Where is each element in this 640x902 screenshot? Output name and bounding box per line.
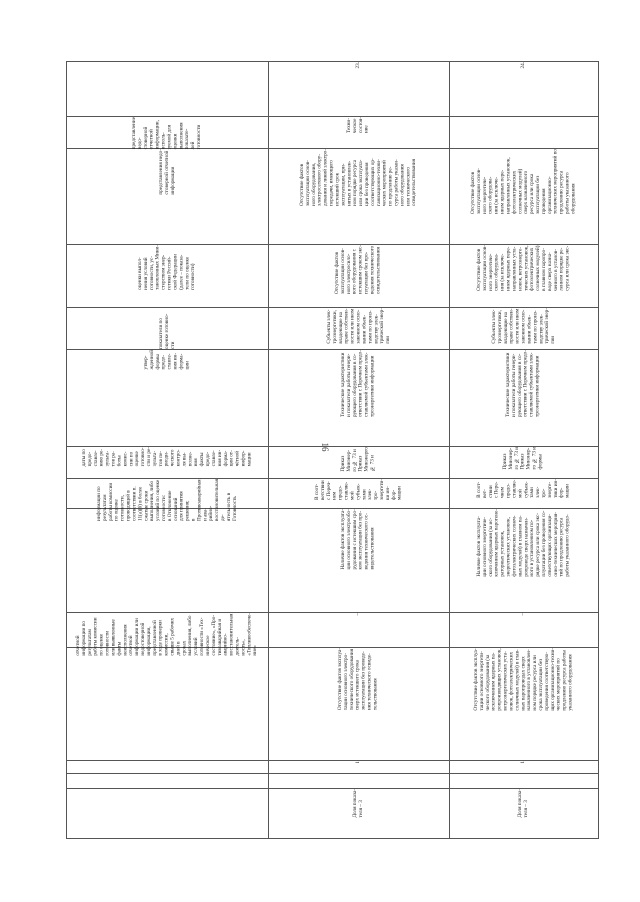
cont-text-5: утвер- жденной формы предо- ставле- ния ин- форма- ции <box>142 350 191 370</box>
row23-docs: Технические характеристики и показатели работы генери- рующего оборудования в со- ответствии с Перечнем предо- ставляемой субъектами элек- троэнергетики информации <box>340 350 376 417</box>
row23-indicator: Наличие фактов эксплуата- ции основного электрообо- рудования с истекшим сро- ком эксплуатации без про- ведения технического ос- видетельствования <box>340 509 376 570</box>
row24-desc: Отсутствие фактов эксплуатации основ- ного энергетиче- ского оборудова- ния (за исключе- нием ядерных пере- направленных установок, фотоэлектрических солнечных модулей) сверх назначенного ресурса или срока эксплуатации без проведения организационно- технических мероприятий по продлению ресурса работы указанного оборудования <box>469 149 577 214</box>
cont-cell-8 <box>67 509 268 612</box>
row24-assessment: Отсутствие фактов эксплуа- тации основного энергети- ческого оборудования (за исключением ядерных па- ропроизводящих установок, ветроэнергетических уста- новок, фотоэлектрических солнечных модулей) в глав- ных паропроводах сверх назначенного в установлен- ном порядке ресурса или срока эксплуатации без проведения соответствую- щих организационно-техни- ческих мероприятий по продлению ресурса работы указанного оборудования <box>472 648 574 711</box>
row24-desc-cell <box>450 149 598 244</box>
row24-deadline-cell <box>450 479 598 508</box>
page-number: 16 <box>320 442 330 452</box>
cont-cell-3 <box>67 245 268 307</box>
cont-text-3: оценки выпол- нения условий готовности, ус- тановленных Мини- стерством энер- гетики Россий- ской Федерации (далее – показа- тели по оценке готовности) <box>136 245 197 290</box>
row23-value: – <box>355 613 362 616</box>
cont-text-2: представления недо- стоверной отчетной информации <box>157 149 176 195</box>
row23-subjects: Субъекты элек- троэнергетики, владеющие на праве собствен- ности или ином законном осно- вании объек- тами по произ- водству элек- трической энер- гии <box>325 308 391 344</box>
table-border-right <box>598 61 599 839</box>
row23-desc-cell <box>269 149 449 244</box>
row23-note: Доля показа- теля – 3 <box>352 789 364 818</box>
row24-weight-cell <box>450 761 598 773</box>
cont-cell-4 <box>67 308 268 349</box>
row23-number: 23. <box>355 62 362 69</box>
row24-subjects-cell <box>450 308 598 349</box>
row24-number-cell <box>450 62 598 116</box>
cont-text-6: даты по предо- ставле- нию ре- зульта- тов ра- боты комис- сии по оценке готовно- сти и ре- зульта- тов пе- риоди- ческого контро- ля вы- полне- ния факты предо- ставле- ния ин- форма- ции от- чётной инфор- мации <box>80 447 253 467</box>
row23-form-cell <box>269 447 449 478</box>
row23-docs-cell <box>269 350 449 446</box>
row24-form: Приказ Минэнер- го № 73 и Приказ Минэнер- го № 73 и формы <box>502 447 544 470</box>
row24-criterion-cell <box>450 245 598 307</box>
row24-docs-cell <box>450 350 598 446</box>
row23-value-cell <box>269 613 449 647</box>
row23-form: Приказ Минэнер- го № 73 и Приказ Минэнерго № 73 и <box>340 447 376 472</box>
row24-indicator-cell <box>450 509 598 612</box>
row24-assessment-cell <box>450 648 598 760</box>
row23-deadline: В соот- ветствии с Переч- нем предо- ставляе- мой субъек- тами элек- тро- энергети- ки ин- фор- мации <box>313 479 403 501</box>
row24-weight: 1 <box>520 761 527 764</box>
cont-cell-6 <box>67 447 268 478</box>
row23-weight-cell <box>269 761 449 773</box>
row24-subjects: Субъекты элек- троэнергетики, владеющие на праве собствен- ности или ином законном осно- вании объек- тами по произ- водству элек- трической энер- гии <box>490 308 556 344</box>
row24-note: Доля показа- теля – 3 <box>517 789 529 818</box>
row23-assessment: Отсутствие фактов эксплуа- тации основного электро- технического оборудования сверх истекшего срока эксплуатации без проведе- ния технического освиде- тельствования <box>337 648 379 711</box>
cont-cell-11 <box>67 789 268 838</box>
row24-criterion: Отсутствие фактов эксплуатации основ- ного энергетиче- ского оборудова- ния (за исключе- нием ядерных пере- направленных уста- новок, ветроэнерге- тических установок, фотоэлектрических солнечных модулей) в главном паропро- воде сверх назна- ченного в установ- ленном порядке ре- сурса или срока экс- <box>475 245 571 291</box>
row24-indicator: Наличие фактов эксплуата- ции основного энергетиче- ского оборудования (за ис- ключением ядерных парогене- раторных установок, энергетических установок, фотоэлектрических солнеч- ных модулей) в главном па- ропроводе сверх назначен- ного в установленном по- рядке ресурса или срока экс- плуатации без проведения со- ответствующих организаци- онно-технических мероприя- тий по продлению ресурса работы указанного оборудо- <box>475 509 571 577</box>
cont-cell-5 <box>67 350 268 446</box>
row23-criterion: Отсутствие фактов эксплуатации основ- ного электросило- вого оборудования с истекшим сроком экс- плуатации без про- ведения технического освидетельствования <box>334 245 382 294</box>
row24-docs: Технические характеристики и показатели работы генери- рующего оборудования в со- ответствии с Перечнем предо- ставляемой субъектами элек- троэнергетики информации <box>505 350 541 417</box>
row23-number-cell <box>269 62 449 116</box>
row23-name: Техни- ческое состоя- ние <box>346 117 370 134</box>
cont-cell-10 <box>67 648 268 760</box>
row23-assessment-cell <box>269 648 449 760</box>
cont-text-4: показатели по оценке готовно- сти <box>157 313 176 349</box>
cont-cell-7 <box>67 478 268 521</box>
cont-cell-9 <box>67 613 268 656</box>
row24-name-cell <box>450 117 598 148</box>
row23-subjects-cell <box>269 308 449 349</box>
row24-value-cell <box>450 613 598 647</box>
row24-note-cell <box>450 789 598 838</box>
row23-criterion-cell <box>269 245 449 307</box>
row24-form-cell <box>450 447 598 478</box>
row24-cat-cell <box>450 774 598 788</box>
row23-deadline-cell <box>269 479 449 508</box>
row23-cat-cell <box>269 774 449 788</box>
row23-indicator-cell <box>269 509 449 612</box>
cont-text-9: отчетной информации по результатам работы комиссии по оценке готовности или выявленные факты неисполнения отчетной информации или недостоверной информации, представленной в ходе проверки комиссии, свыше 5 рабочих дней в сроках выполнения, либо условий готовности «Тех- ническое состояние», «Про- тивоаварийная и аварийно- восстановительная деятель- ность», «Топливообеспече- ние» <box>74 613 259 656</box>
cont-cell-1 <box>67 117 268 148</box>
cont-text-1: представление недо- стоверной отчетной информации, исполь- зуемой для оценки выполнения показате- лей готовности <box>131 117 203 150</box>
table-border-bottom <box>66 838 599 839</box>
row24-value: – <box>520 613 527 616</box>
row23-name-cell <box>269 117 449 148</box>
row24-number: 24. <box>520 62 527 69</box>
row24-deadline: В соот- вет- ствии с Пере- чнем предо- ставляе- мой субъек- тами элек- тро- энерге- тики ин- фор- мации <box>475 479 571 498</box>
cont-cell-2 <box>67 149 268 244</box>
row23-note-cell <box>269 789 449 838</box>
row23-weight: 1 <box>355 761 362 764</box>
cont-text-7: информации по результатам работы комиссии по оценке готовности, проводящей в соответствии п. 11(а)(б) в более сжатые сроки выполнения, либо условий по оценке готовности: в Отклонение оснований для принятия решения; в Противоаварийная и ава- рийно-восстановительная де- ятельность в Готовность <box>95 478 238 521</box>
row23-desc: Отсутствие фактов эксплуатации основ- ного оборудования, электросетевого обору- дования и линий электро- передачи, имеющего истекший срок эксплуатации, при- нятых в установлен- ном порядке ресурса или срока эксплуата- ции без проведения соответствующих ор- ганизационно-техни- ческих мероприятий по продлению ре- сурса работы указан- ного оборудования или технического освидетельствования <box>298 149 418 206</box>
